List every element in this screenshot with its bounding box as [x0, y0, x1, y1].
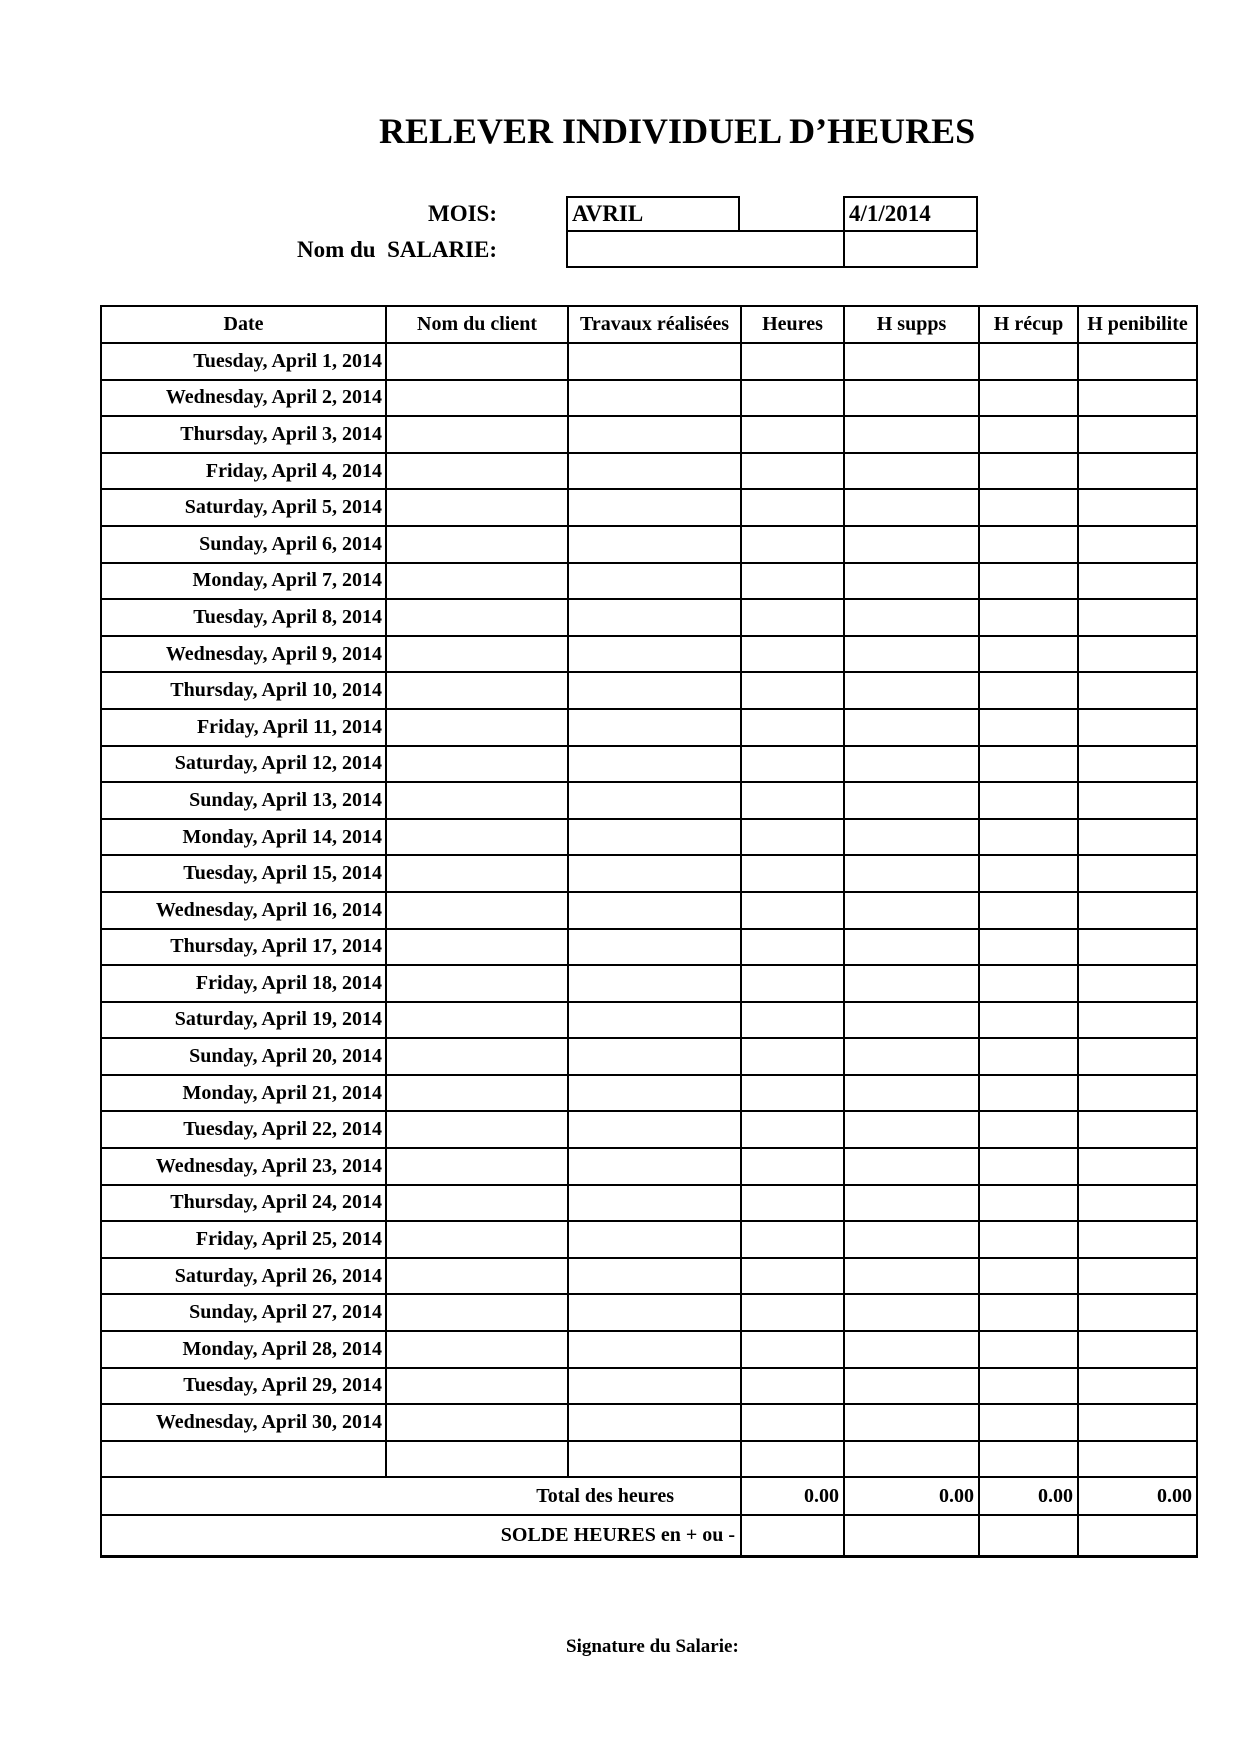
entry-cell[interactable]: [1078, 343, 1197, 380]
entry-cell[interactable]: [741, 1258, 844, 1295]
date-cell: Saturday, April 5, 2014: [101, 489, 386, 526]
entry-cell[interactable]: [844, 343, 979, 380]
entry-cell[interactable]: [386, 1002, 568, 1039]
entry-cell[interactable]: [1078, 965, 1197, 1002]
entry-cell[interactable]: [741, 819, 844, 856]
table-row: [101, 709, 1197, 746]
entry-cell[interactable]: [1078, 1368, 1197, 1405]
entry-cell[interactable]: [741, 636, 844, 673]
entry-cell[interactable]: [1078, 1148, 1197, 1185]
entry-cell[interactable]: [844, 1002, 979, 1039]
entry-cell[interactable]: [741, 380, 844, 417]
date-cell: Thursday, April 24, 2014: [101, 1185, 386, 1222]
entry-cell[interactable]: [844, 1075, 979, 1112]
entry-cell[interactable]: [1078, 1331, 1197, 1368]
entry-cell[interactable]: [568, 599, 741, 636]
entry-cell[interactable]: [386, 526, 568, 563]
entry-cell[interactable]: [1078, 1111, 1197, 1148]
entry-cell[interactable]: [1078, 892, 1197, 929]
entry-cell[interactable]: [386, 563, 568, 600]
month-field[interactable]: AVRIL: [566, 196, 740, 232]
entry-cell[interactable]: [741, 1148, 844, 1185]
entry-cell[interactable]: [844, 1038, 979, 1075]
entry-cell[interactable]: [741, 1075, 844, 1112]
entry-cell[interactable]: [568, 819, 741, 856]
table-row: [101, 1294, 1197, 1331]
entry-cell[interactable]: [386, 965, 568, 1002]
entry-cell[interactable]: [386, 343, 568, 380]
entry-cell[interactable]: [1078, 1038, 1197, 1075]
entry-cell[interactable]: [844, 526, 979, 563]
date-cell: Tuesday, April 8, 2014: [101, 599, 386, 636]
date-cell: Tuesday, April 1, 2014: [101, 343, 386, 380]
entry-cell[interactable]: [568, 563, 741, 600]
entry-cell[interactable]: [1078, 1294, 1197, 1331]
entry-cell[interactable]: [1078, 819, 1197, 856]
table-row: [101, 819, 1197, 856]
entry-cell[interactable]: [568, 380, 741, 417]
timesheet-table: [100, 305, 1198, 1558]
entry-cell[interactable]: [979, 1148, 1078, 1185]
entry-cell[interactable]: [568, 1111, 741, 1148]
employee-name-label: Nom du SALARIE:: [296, 237, 497, 262]
entry-cell[interactable]: [741, 782, 844, 819]
entry-cell[interactable]: [386, 636, 568, 673]
entry-cell[interactable]: [568, 1441, 741, 1478]
employee-name-field[interactable]: [566, 230, 845, 268]
entry-cell[interactable]: [1078, 1404, 1197, 1441]
date-cell: Monday, April 14, 2014: [101, 819, 386, 856]
entry-cell[interactable]: [1078, 855, 1197, 892]
entry-cell[interactable]: [844, 1404, 979, 1441]
entry-cell[interactable]: [844, 965, 979, 1002]
entry-cell[interactable]: [568, 636, 741, 673]
solde-heures-cell[interactable]: [741, 1515, 844, 1556]
date-cell: Wednesday, April 23, 2014: [101, 1148, 386, 1185]
page-title: RELEVER INDIVIDUEL D’HEURES: [379, 111, 976, 151]
date-cell: Friday, April 4, 2014: [101, 453, 386, 490]
date-cell: Sunday, April 20, 2014: [101, 1038, 386, 1075]
entry-cell[interactable]: [741, 453, 844, 490]
entry-cell[interactable]: [568, 1368, 741, 1405]
entry-cell[interactable]: [979, 563, 1078, 600]
entry-cell[interactable]: [979, 1331, 1078, 1368]
entry-cell[interactable]: [568, 855, 741, 892]
entry-cell[interactable]: [568, 1294, 741, 1331]
table-row: [101, 746, 1197, 783]
employee-date-field[interactable]: [843, 230, 978, 268]
entry-cell[interactable]: [844, 892, 979, 929]
entry-cell[interactable]: [979, 819, 1078, 856]
table-row: [101, 1368, 1197, 1405]
solde-label: SOLDE HEURES en + ou -: [101, 1515, 741, 1556]
entry-cell[interactable]: [979, 416, 1078, 453]
table-row: [101, 599, 1197, 636]
date-cell: Wednesday, April 9, 2014: [101, 636, 386, 673]
entry-cell[interactable]: [568, 746, 741, 783]
entry-cell[interactable]: [386, 1258, 568, 1295]
entry-cell[interactable]: [1078, 746, 1197, 783]
entry-cell[interactable]: [979, 892, 1078, 929]
entry-cell[interactable]: [1078, 672, 1197, 709]
entry-cell[interactable]: [741, 1294, 844, 1331]
date-cell: Wednesday, April 2, 2014: [101, 380, 386, 417]
header-row: [101, 306, 1197, 343]
entry-cell[interactable]: [1078, 599, 1197, 636]
entry-cell[interactable]: [979, 1294, 1078, 1331]
entry-cell[interactable]: [844, 819, 979, 856]
entry-cell[interactable]: [1078, 709, 1197, 746]
date-cell: Friday, April 11, 2014: [101, 709, 386, 746]
entry-cell[interactable]: [386, 1404, 568, 1441]
entry-cell[interactable]: [979, 1075, 1078, 1112]
entry-cell[interactable]: [979, 746, 1078, 783]
entry-cell[interactable]: [741, 343, 844, 380]
entry-cell[interactable]: [844, 1368, 979, 1405]
entry-cell[interactable]: [386, 1331, 568, 1368]
table-row: [101, 1111, 1197, 1148]
entry-cell[interactable]: [568, 1148, 741, 1185]
entry-cell[interactable]: [386, 416, 568, 453]
entry-cell[interactable]: [979, 1185, 1078, 1222]
entry-cell[interactable]: [741, 599, 844, 636]
signature-label: Signature du Salarie:: [566, 1636, 739, 1657]
entry-cell[interactable]: [741, 965, 844, 1002]
entry-cell[interactable]: [979, 636, 1078, 673]
entry-cell[interactable]: [1078, 416, 1197, 453]
entry-cell[interactable]: [386, 489, 568, 526]
entry-cell[interactable]: [568, 1404, 741, 1441]
entry-cell[interactable]: [386, 1148, 568, 1185]
entry-cell[interactable]: [979, 1258, 1078, 1295]
entry-cell[interactable]: [844, 709, 979, 746]
entry-cell[interactable]: [386, 819, 568, 856]
entry-cell[interactable]: [979, 526, 1078, 563]
entry-cell[interactable]: [741, 855, 844, 892]
date-cell: Monday, April 28, 2014: [101, 1331, 386, 1368]
table-row: [101, 453, 1197, 490]
date-cell: Tuesday, April 29, 2014: [101, 1368, 386, 1405]
table-row: [101, 929, 1197, 966]
table-row: [101, 965, 1197, 1002]
entry-cell[interactable]: [741, 526, 844, 563]
total-label: Total des heures: [101, 1477, 741, 1515]
entry-cell[interactable]: [979, 1404, 1078, 1441]
entry-cell[interactable]: [1078, 1258, 1197, 1295]
date-cell: Saturday, April 19, 2014: [101, 1002, 386, 1039]
solde-h-recup-cell[interactable]: [979, 1515, 1078, 1556]
date-cell: Sunday, April 13, 2014: [101, 782, 386, 819]
month-label: MOIS:: [428, 201, 497, 226]
date-cell: Sunday, April 6, 2014: [101, 526, 386, 563]
table-row: [101, 563, 1197, 600]
date-cell: Friday, April 18, 2014: [101, 965, 386, 1002]
entry-cell[interactable]: [568, 1258, 741, 1295]
table-row: [101, 1148, 1197, 1185]
entry-cell[interactable]: [741, 416, 844, 453]
entry-cell[interactable]: [568, 343, 741, 380]
entry-cell[interactable]: [1078, 1002, 1197, 1039]
entry-cell[interactable]: [386, 929, 568, 966]
entry-cell[interactable]: [844, 380, 979, 417]
entry-cell[interactable]: [844, 1294, 979, 1331]
entry-cell[interactable]: [844, 636, 979, 673]
entry-cell[interactable]: [1078, 489, 1197, 526]
entry-cell[interactable]: [1078, 1221, 1197, 1258]
entry-cell[interactable]: [741, 563, 844, 600]
entry-cell[interactable]: [741, 1331, 844, 1368]
entry-cell[interactable]: [568, 782, 741, 819]
entry-cell[interactable]: [844, 1331, 979, 1368]
entry-cell[interactable]: [844, 1111, 979, 1148]
entry-cell[interactable]: [741, 1185, 844, 1222]
date-cell: Thursday, April 10, 2014: [101, 672, 386, 709]
total-h-penibilite: 0.00: [1078, 1477, 1197, 1515]
table-row: [101, 636, 1197, 673]
entry-cell[interactable]: [844, 855, 979, 892]
entry-cell[interactable]: [979, 1368, 1078, 1405]
entry-cell[interactable]: [386, 1294, 568, 1331]
entry-cell[interactable]: [844, 563, 979, 600]
entry-cell[interactable]: [1078, 1185, 1197, 1222]
entry-cell[interactable]: [979, 1441, 1078, 1478]
entry-cell[interactable]: [568, 1002, 741, 1039]
column-header-heures: Heures: [741, 306, 844, 343]
entry-cell[interactable]: [386, 599, 568, 636]
entry-cell[interactable]: [844, 453, 979, 490]
entry-cell[interactable]: [741, 1111, 844, 1148]
table-row: [101, 892, 1197, 929]
table-row: [101, 526, 1197, 563]
total-h-recup: 0.00: [979, 1477, 1078, 1515]
entry-cell[interactable]: [568, 672, 741, 709]
entry-cell[interactable]: [568, 1075, 741, 1112]
entry-cell[interactable]: [1078, 782, 1197, 819]
entry-cell[interactable]: [844, 1258, 979, 1295]
entry-cell[interactable]: [844, 1221, 979, 1258]
table-row: [101, 489, 1197, 526]
entry-cell[interactable]: [568, 709, 741, 746]
entry-cell[interactable]: [568, 929, 741, 966]
table-row: [101, 1075, 1197, 1112]
entry-cell[interactable]: [386, 855, 568, 892]
entry-cell[interactable]: [568, 489, 741, 526]
table-row: [101, 1258, 1197, 1295]
entry-cell[interactable]: [386, 1368, 568, 1405]
entry-cell[interactable]: [741, 929, 844, 966]
entry-cell[interactable]: [979, 929, 1078, 966]
entry-cell[interactable]: [844, 746, 979, 783]
column-header-h-penibilite: H penibilite: [1078, 306, 1197, 343]
entry-cell[interactable]: [1078, 636, 1197, 673]
column-header-travaux: Travaux réalisées: [568, 306, 741, 343]
table-row: [101, 672, 1197, 709]
entry-cell[interactable]: [979, 380, 1078, 417]
entry-cell[interactable]: [386, 1038, 568, 1075]
entry-cell[interactable]: [568, 892, 741, 929]
entry-cell[interactable]: [979, 855, 1078, 892]
date-cell: Thursday, April 17, 2014: [101, 929, 386, 966]
entry-cell[interactable]: [844, 782, 979, 819]
date-cell: Saturday, April 12, 2014: [101, 746, 386, 783]
entry-cell[interactable]: [568, 416, 741, 453]
entry-cell[interactable]: [844, 929, 979, 966]
entry-cell[interactable]: [979, 599, 1078, 636]
entry-cell[interactable]: [844, 599, 979, 636]
column-header-h-supps: H supps: [844, 306, 979, 343]
entry-cell[interactable]: [568, 526, 741, 563]
table-row: [101, 1404, 1197, 1441]
entry-cell[interactable]: [844, 1185, 979, 1222]
date-cell: Friday, April 25, 2014: [101, 1221, 386, 1258]
date-cell: Monday, April 7, 2014: [101, 563, 386, 600]
table-row: [101, 782, 1197, 819]
solde-h-supps-cell[interactable]: [844, 1515, 979, 1556]
entry-cell[interactable]: [741, 1368, 844, 1405]
entry-cell[interactable]: [1078, 526, 1197, 563]
date-cell: Sunday, April 27, 2014: [101, 1294, 386, 1331]
entry-cell[interactable]: [386, 380, 568, 417]
table-row: [101, 1221, 1197, 1258]
entry-cell[interactable]: [568, 453, 741, 490]
entry-cell[interactable]: [979, 1002, 1078, 1039]
entry-cell[interactable]: [1078, 563, 1197, 600]
entry-cell[interactable]: [1078, 380, 1197, 417]
entry-cell[interactable]: [979, 1221, 1078, 1258]
timesheet-body: [101, 343, 1197, 1477]
entry-cell[interactable]: [386, 782, 568, 819]
entry-cell[interactable]: [979, 453, 1078, 490]
table-row: [101, 1038, 1197, 1075]
entry-cell[interactable]: [979, 709, 1078, 746]
entry-cell[interactable]: [386, 453, 568, 490]
entry-cell[interactable]: [844, 1148, 979, 1185]
table-row: [101, 380, 1197, 417]
date-cell: Tuesday, April 22, 2014: [101, 1111, 386, 1148]
table-row: [101, 416, 1197, 453]
entry-cell[interactable]: [844, 1441, 979, 1478]
entry-cell[interactable]: [386, 892, 568, 929]
entry-cell[interactable]: [386, 709, 568, 746]
date-cell: Monday, April 21, 2014: [101, 1075, 386, 1112]
entry-cell[interactable]: [979, 343, 1078, 380]
table-row: [101, 1331, 1197, 1368]
date-field[interactable]: 4/1/2014: [843, 196, 978, 232]
entry-cell[interactable]: [386, 1221, 568, 1258]
entry-cell[interactable]: [1078, 453, 1197, 490]
date-cell: Saturday, April 26, 2014: [101, 1258, 386, 1295]
entry-cell[interactable]: [568, 1185, 741, 1222]
entry-cell[interactable]: [568, 1331, 741, 1368]
entry-cell[interactable]: [741, 746, 844, 783]
entry-cell[interactable]: [979, 672, 1078, 709]
entry-cell[interactable]: [741, 1002, 844, 1039]
entry-cell[interactable]: [741, 892, 844, 929]
column-header-date: Date: [101, 306, 386, 343]
entry-cell[interactable]: [979, 965, 1078, 1002]
entry-cell[interactable]: [386, 1111, 568, 1148]
entry-cell[interactable]: [844, 672, 979, 709]
column-header-h-recup: H récup: [979, 306, 1078, 343]
timesheet-sheet: [100, 305, 1198, 1558]
column-header-client: Nom du client: [386, 306, 568, 343]
entry-cell[interactable]: [386, 1441, 568, 1478]
entry-cell[interactable]: [979, 782, 1078, 819]
total-heures: 0.00: [741, 1477, 844, 1515]
date-cell: Wednesday, April 16, 2014: [101, 892, 386, 929]
entry-cell[interactable]: [386, 1185, 568, 1222]
entry-cell[interactable]: [1078, 1441, 1197, 1478]
table-row: [101, 855, 1197, 892]
entry-cell[interactable]: [741, 1441, 844, 1478]
table-row: [101, 1441, 1197, 1478]
entry-cell[interactable]: [568, 1221, 741, 1258]
entry-cell[interactable]: [386, 672, 568, 709]
entry-cell[interactable]: [568, 1038, 741, 1075]
entry-cell[interactable]: [386, 1075, 568, 1112]
table-row: [101, 1002, 1197, 1039]
entry-cell[interactable]: [741, 1404, 844, 1441]
date-cell: Tuesday, April 15, 2014: [101, 855, 386, 892]
entry-cell[interactable]: [844, 416, 979, 453]
header-form-fields: [566, 196, 978, 270]
solde-h-penibilite-cell[interactable]: [1078, 1515, 1197, 1556]
entry-cell[interactable]: [979, 489, 1078, 526]
entry-cell[interactable]: [1078, 929, 1197, 966]
table-row: [101, 1185, 1197, 1222]
entry-cell[interactable]: [741, 1038, 844, 1075]
entry-cell[interactable]: [979, 1038, 1078, 1075]
entry-cell[interactable]: [741, 1221, 844, 1258]
solde-row: [101, 1515, 1197, 1556]
entry-cell[interactable]: [741, 672, 844, 709]
date-cell: Wednesday, April 30, 2014: [101, 1404, 386, 1441]
total-row: [101, 1477, 1197, 1515]
entry-cell[interactable]: [979, 1111, 1078, 1148]
entry-cell[interactable]: [568, 965, 741, 1002]
entry-cell[interactable]: [741, 709, 844, 746]
total-h-supps: 0.00: [844, 1477, 979, 1515]
entry-cell[interactable]: [844, 489, 979, 526]
entry-cell[interactable]: [1078, 1075, 1197, 1112]
entry-cell[interactable]: [386, 746, 568, 783]
table-row: [101, 343, 1197, 380]
date-cell: Thursday, April 3, 2014: [101, 416, 386, 453]
date-cell: [101, 1441, 386, 1478]
entry-cell[interactable]: [741, 489, 844, 526]
